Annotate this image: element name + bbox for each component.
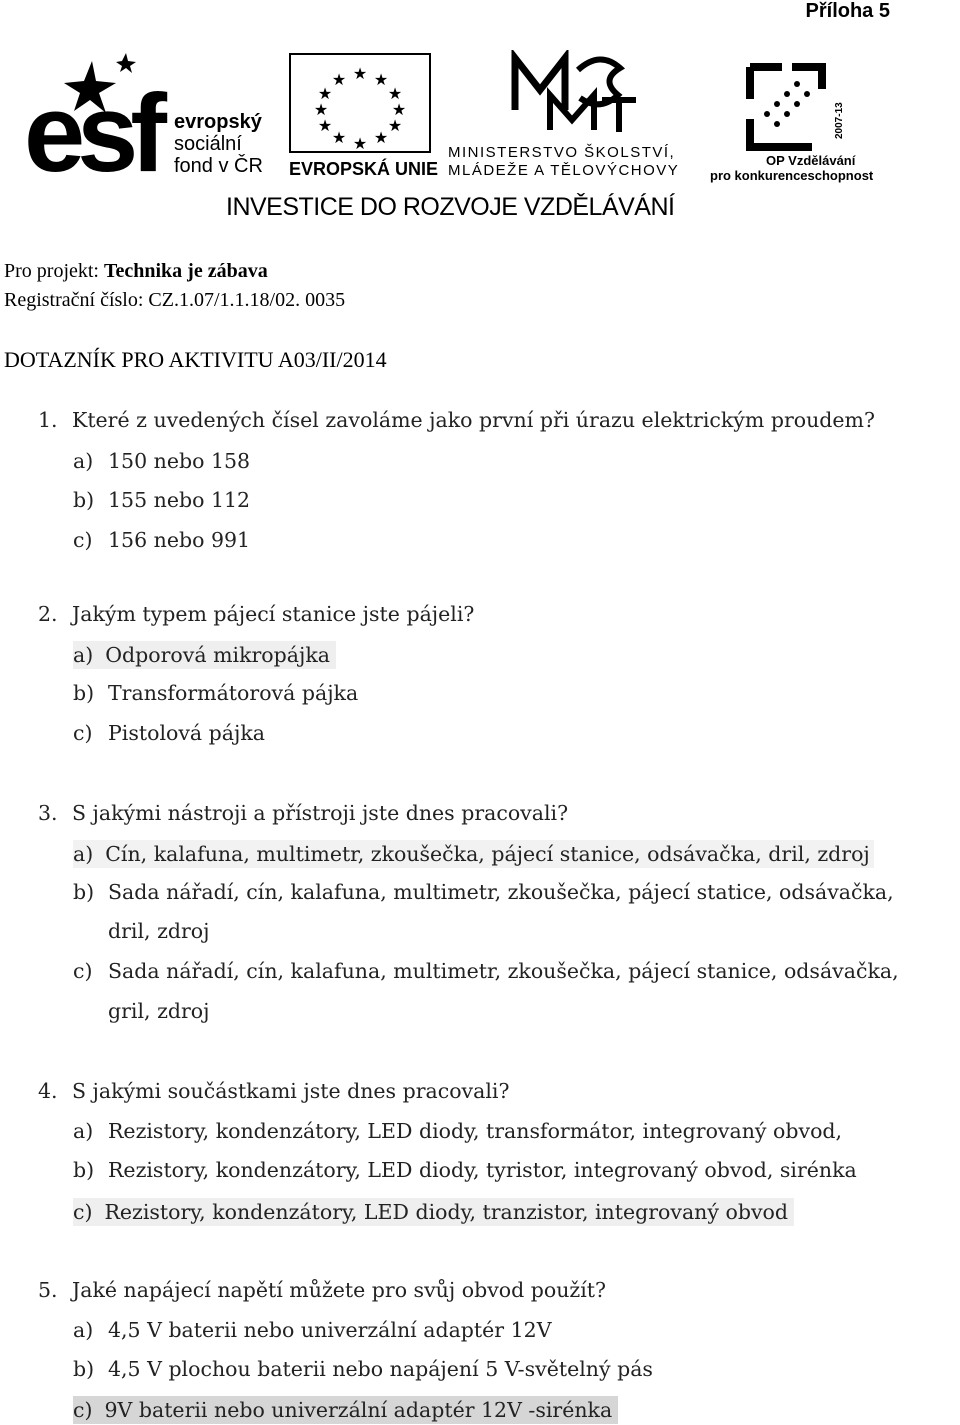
eu-logo [289, 53, 439, 183]
msmt-logo [448, 50, 708, 180]
svg-text:★: ★ [352, 134, 368, 153]
esf-line-3: fond v ČR [174, 155, 263, 177]
esf-mark-icon [24, 53, 174, 183]
op-line-2: pro konkurenceschopnost [710, 168, 874, 183]
svg-text:★: ★ [373, 70, 389, 89]
svg-text:★: ★ [391, 100, 407, 119]
msmt-mark-icon [510, 50, 640, 135]
svg-text:★: ★ [387, 84, 403, 103]
svg-text:★: ★ [317, 84, 333, 103]
project-name: Technika je zábava [104, 260, 268, 282]
eu-label: EVROPSKÁ UNIE [289, 159, 439, 179]
eu-flag-icon [289, 53, 431, 153]
svg-text:esf: esf [24, 72, 159, 183]
svg-text:★: ★ [373, 128, 389, 147]
svg-text:★: ★ [331, 128, 347, 147]
question-text: Které z uvedených čísel zavoláme jako první při úrazu elektrickým proudem? [72, 408, 875, 432]
svg-text:★: ★ [317, 116, 333, 135]
registration-number: Registrační číslo: CZ.1.07/1.1.18/02. 0035 [4, 289, 346, 311]
op-mark-icon [742, 59, 852, 151]
svg-text:★: ★ [331, 70, 347, 89]
page-title: DOTAZNÍK PRO AKTIVITU A03/II/2014 [4, 347, 387, 372]
investice-heading: INVESTICE DO ROZVOJE VZDĚLÁVÁNÍ [226, 193, 675, 221]
esf-line-2: sociální [174, 133, 242, 155]
svg-text:★: ★ [352, 64, 368, 83]
op-line-1: OP Vzdělávání [766, 153, 856, 168]
msmt-line-1: MINISTERSTVO ŠKOLSTVÍ, [448, 144, 676, 161]
svg-text:★: ★ [313, 100, 329, 119]
msmt-line-2: MLÁDEŽE A TĚLOVÝCHOVY [448, 162, 680, 179]
project-line [4, 260, 268, 283]
svg-text:2007-13: 2007-13 [834, 102, 845, 139]
op-logo [710, 59, 880, 183]
project-label: Pro projekt: [4, 260, 104, 282]
svg-text:★: ★ [387, 116, 403, 135]
esf-line-1: evropský [174, 111, 262, 133]
esf-logo [24, 53, 274, 183]
annex-label: Příloha 5 [805, 0, 890, 22]
